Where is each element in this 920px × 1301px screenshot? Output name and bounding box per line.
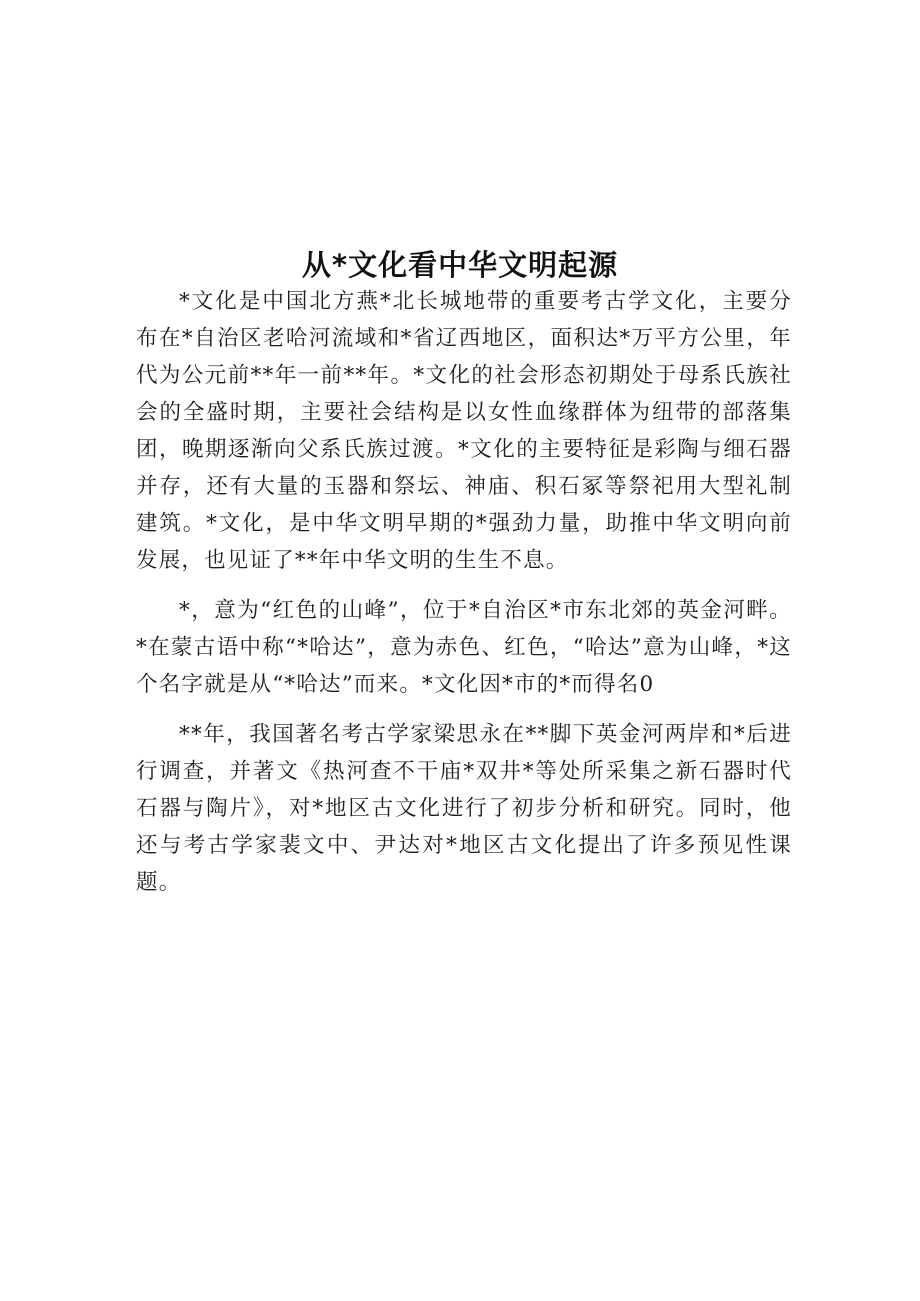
document-title: 从*文化看中华文明起源	[301, 248, 619, 283]
document-body	[136, 283, 792, 901]
paragraph-3: **年，我国著名考古学家梁思永在**脚下英金河两岸和*后进行调查，并著文《热河查不干庙*双井*等处所采集之新石器时代石器与陶片》，对*地区古文化进行了初步分析和研究。同时，他还与考古学家裴文中、尹达对*地区古文化提出了许多预见性课题。	[136, 722, 792, 895]
paragraph-1: *文化是中国北方燕*北长城地带的重要考古学文化，主要分布在*自治区老哈河流域和*省辽西地区，面积达*万平方公里，年代为公元前**年一前**年。*文化的社会形态初期处于母系氏族社会的全盛时期，主要社会结构是以女性血缘群体为纽带的部落集团，晚期逐渐向父系氏族过渡。*文化的主要特征是彩陶与细石器并存，还有大量的玉器和祭坛、神庙、积石冢等祭祀用大型礼制建筑。*文化，是中华文明早期的*强劲力量，助推中华文明向前发展，也见证了**年中华文明的生生不息。	[136, 289, 792, 573]
paragraph-2: *，意为“红色的山峰”，位于*自治区*市东北郊的英金河畔。*在蒙古语中称“*哈达”，意为赤色、红色，“哈达”意为山峰，*这个名字就是从“*哈达”而来。*文化因*市的*而得名0	[136, 598, 792, 697]
